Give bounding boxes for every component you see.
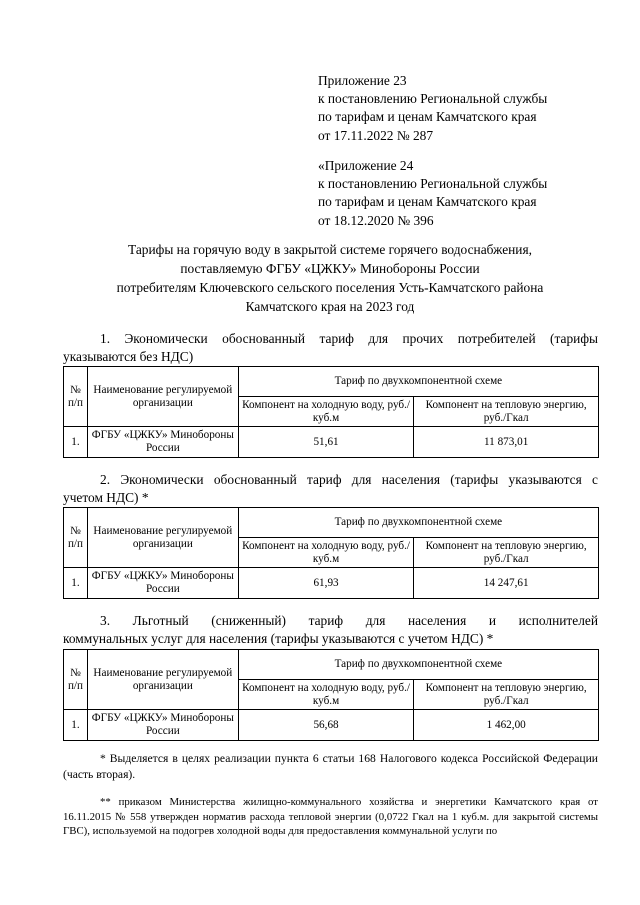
section-heading-line: коммунальных услуг для населения (тарифы указываются с учетом НДС) * xyxy=(63,631,494,646)
cell-cold-value: 56,68 xyxy=(238,710,414,741)
header-org: Наименование регулируемой организации xyxy=(87,650,238,710)
header-heat-component: Компонент на тепловую энергию, руб./Гкал xyxy=(414,680,599,710)
header-num: № п/п xyxy=(64,508,88,568)
cell-heat-value: 1 462,00 xyxy=(414,710,599,741)
tariff-table-2 xyxy=(63,507,599,599)
cell-num: 1. xyxy=(64,710,88,741)
cell-cold-value: 51,61 xyxy=(238,427,414,458)
header-cold-component: Компонент на холодную воду, руб./куб.м xyxy=(238,538,414,568)
header-scheme: Тариф по двухкомпонентной схеме xyxy=(238,508,598,538)
header-heat-component: Компонент на тепловую энергию, руб./Гкал xyxy=(414,538,599,568)
title-line: потребителям Ключевского сельского поселения Усть-Камчатского района xyxy=(116,280,544,295)
cell-org: ФГБУ «ЦЖКУ» Минобороны России xyxy=(87,710,238,741)
header-num: № п/п xyxy=(64,367,88,427)
section-heading-line: 3. Льготный (сниженный) тариф для населения и исполнителей xyxy=(100,613,598,628)
tariff-table-3 xyxy=(63,649,599,741)
footnote-vat xyxy=(63,751,598,783)
appendix-block-current xyxy=(318,72,547,145)
appendix-line: к постановлению Региональной службы xyxy=(318,91,548,107)
cell-num: 1. xyxy=(64,568,88,599)
footnote-text: ** приказом Министерства жилищно-коммунального хозяйства и энергетики Камчатского края от 16.11.2015 № 558 утвержден норматив расхода тепловой энергии (0,0722 Гкал на 1 куб.м. для закрытой системы ГВС), используемой на подогрев холодной воды для предоставления коммунальной услуги по xyxy=(63,796,598,837)
appendix-line: от 18.12.2020 № 396 xyxy=(318,212,434,228)
footnote-text: * Выделяется в целях реализации пункта 6 статьи 168 Налогового кодекса Российской Федерации (часть вторая). xyxy=(63,752,598,781)
section-heading-3 xyxy=(63,612,598,648)
cell-heat-value: 11 873,01 xyxy=(414,427,599,458)
cell-org: ФГБУ «ЦЖКУ» Минобороны России xyxy=(87,427,238,458)
header-num: № п/п xyxy=(64,650,88,710)
header-scheme: Тариф по двухкомпонентной схеме xyxy=(238,367,598,397)
tariff-table-1 xyxy=(63,366,599,458)
appendix-line: Приложение 23 xyxy=(318,73,407,88)
header-org: Наименование регулируемой организации xyxy=(87,508,238,568)
document-title xyxy=(60,240,600,316)
appendix-line: «Приложение 24 xyxy=(318,158,414,173)
section-heading-line: указываются без НДС) xyxy=(63,349,194,364)
title-line: Камчатского края на 2023 год xyxy=(245,299,415,314)
header-cold-component: Компонент на холодную воду, руб./куб.м xyxy=(238,680,414,710)
appendix-line: по тарифам и ценам Камчатского края xyxy=(318,109,537,125)
title-line: поставляемую ФГБУ «ЦЖКУ» Минобороны России xyxy=(180,261,480,276)
section-heading-line: 1. Экономически обоснованный тариф для прочих потребителей (тарифы xyxy=(100,331,598,346)
table-row xyxy=(64,568,599,599)
section-heading-1 xyxy=(63,330,598,366)
section-heading-line: 2. Экономически обоснованный тариф для населения (тарифы указываются с xyxy=(100,472,598,487)
header-org: Наименование регулируемой организации xyxy=(87,367,238,427)
cell-num: 1. xyxy=(64,427,88,458)
section-heading-2 xyxy=(63,471,598,507)
header-cold-component: Компонент на холодную воду, руб./куб.м xyxy=(238,397,414,427)
table-row xyxy=(64,427,599,458)
appendix-line: от 17.11.2022 № 287 xyxy=(318,127,434,143)
title-line: Тарифы на горячую воду в закрытой системе горячего водоснабжения, xyxy=(128,242,532,257)
cell-heat-value: 14 247,61 xyxy=(414,568,599,599)
table-row xyxy=(64,710,599,741)
appendix-line: по тарифам и ценам Камчатского края xyxy=(318,194,537,210)
appendix-block-original xyxy=(318,157,547,230)
footnote-norm xyxy=(63,795,598,839)
appendix-line: к постановлению Региональной службы xyxy=(318,176,548,192)
cell-org: ФГБУ «ЦЖКУ» Минобороны России xyxy=(87,568,238,599)
cell-cold-value: 61,93 xyxy=(238,568,414,599)
section-heading-line: учетом НДС) * xyxy=(63,490,149,505)
header-scheme: Тариф по двухкомпонентной схеме xyxy=(238,650,598,680)
header-heat-component: Компонент на тепловую энергию, руб./Гкал xyxy=(414,397,599,427)
